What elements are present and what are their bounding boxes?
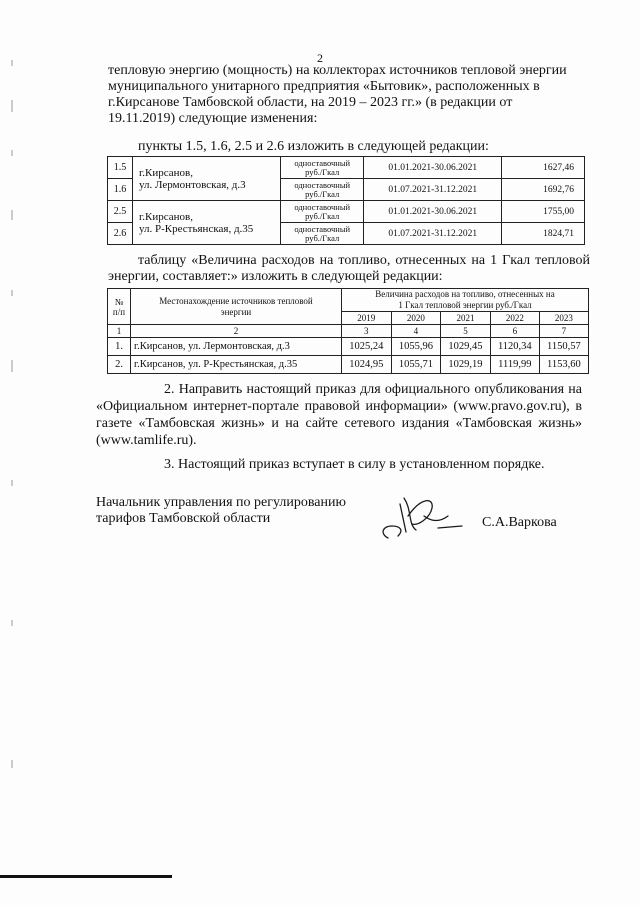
item-number: 1.6 [108, 179, 133, 201]
table-row [108, 356, 589, 374]
column-index: 3 [342, 325, 392, 338]
tariff-type: одноставочный руб./Гкал [281, 223, 364, 245]
fuel-cost-value: 1029,19 [441, 356, 491, 374]
source-address: г.Кирсанов, ул. Р-Крестьянская, д.35 [133, 201, 281, 245]
year-header: 2020 [391, 312, 441, 325]
tariff-period: 01.07.2021-31.12.2021 [364, 223, 502, 245]
fuel-cost-value: 1029,45 [441, 338, 491, 356]
header-number: № п/п [108, 289, 131, 325]
column-index: 1 [108, 325, 131, 338]
table-header-row [108, 289, 589, 312]
footer-rule [0, 875, 172, 878]
table-row [108, 338, 589, 356]
header-location: Местонахождение источников тепловой энергии [131, 289, 342, 325]
item-number: 2.5 [108, 201, 133, 223]
handwritten-signature [378, 486, 468, 544]
header-fuel-cost: Величина расходов на топливо, отнесенных на 1 Гкал тепловой энергии руб./Гкал [342, 289, 589, 312]
table-row [108, 201, 585, 223]
year-header: 2023 [539, 312, 588, 325]
row-location: г.Кирсанов, ул. Р-Крестьянская, д.35 [131, 356, 342, 374]
table-row [108, 157, 585, 179]
fuel-table [107, 288, 589, 374]
source-address: г.Кирсанов, ул. Лермонтовская, д.3 [133, 157, 281, 201]
item-number: 1.5 [108, 157, 133, 179]
fuel-cost-value: 1119,99 [490, 356, 539, 374]
fuel-cost-value: 1024,95 [342, 356, 392, 374]
tariff-type: одноставочный руб./Гкал [281, 201, 364, 223]
fuel-cost-value: 1055,96 [391, 338, 441, 356]
effect-paragraph: 3. Настоящий приказ вступает в силу в установленном порядке. [164, 457, 545, 472]
column-index: 7 [539, 325, 588, 338]
row-number: 1. [108, 338, 131, 356]
fuel-table-intro: таблицу «Величина расходов на топливо, отнесенных на 1 Гкал тепловой энергии, составляет:» изложить в следующей редакции: [108, 253, 590, 284]
signatory-name: С.А.Варкова [482, 515, 557, 530]
tariff-subheading: пункты 1.5, 1.6, 2.5 и 2.6 изложить в следующей редакции: [138, 139, 489, 154]
intro-line: муниципального унитарного предприятия «Бытовик», расположенных в [108, 79, 540, 94]
publication-paragraph: 2. Направить настоящий приказ для официального опубликования на «Официальном интернет-портале правовой информации» (www.pravo.gov.ru), в газете «Тамбовская жизнь» и на сайте сетевого издания «Тамбовская жизнь» (www.tamlife.ru). [96, 382, 582, 448]
column-index-row [108, 325, 589, 338]
fuel-cost-value: 1055,71 [391, 356, 441, 374]
tariff-table [107, 156, 585, 245]
column-index: 2 [131, 325, 342, 338]
fuel-cost-value: 1120,34 [490, 338, 539, 356]
tariff-period: 01.01.2021-30.06.2021 [364, 201, 502, 223]
year-header: 2019 [342, 312, 392, 325]
tariff-price: 1692,76 [502, 179, 585, 201]
year-header: 2022 [490, 312, 539, 325]
tariff-type: одноставочный руб./Гкал [281, 157, 364, 179]
row-number: 2. [108, 356, 131, 374]
intro-line: г.Кирсанове Тамбовской области, на 2019 – 2023 гг.» (в редакции от [108, 95, 513, 110]
scan-margin-marks [10, 60, 14, 840]
column-index: 4 [391, 325, 441, 338]
fuel-cost-value: 1150,57 [539, 338, 588, 356]
intro-line: тепловую энергию (мощность) на коллекторах источников тепловой энергии [108, 63, 567, 78]
tariff-type: одноставочный руб./Гкал [281, 179, 364, 201]
page-number: 2 [317, 51, 323, 65]
fuel-cost-value: 1025,24 [342, 338, 392, 356]
tariff-price: 1627,46 [502, 157, 585, 179]
intro-line: 19.11.2019) следующие изменения: [108, 111, 318, 126]
year-header: 2021 [441, 312, 491, 325]
column-index: 6 [490, 325, 539, 338]
signatory-position: Начальник управления по регулированию тарифов Тамбовской области [96, 495, 346, 526]
column-index: 5 [441, 325, 491, 338]
tariff-price: 1824,71 [502, 223, 585, 245]
row-location: г.Кирсанов, ул. Лермонтовская, д.3 [131, 338, 342, 356]
intro-paragraph [108, 63, 590, 127]
tariff-period: 01.01.2021-30.06.2021 [364, 157, 502, 179]
item-number: 2.6 [108, 223, 133, 245]
fuel-cost-value: 1153,60 [539, 356, 588, 374]
tariff-period: 01.07.2021-31.12.2021 [364, 179, 502, 201]
tariff-price: 1755,00 [502, 201, 585, 223]
